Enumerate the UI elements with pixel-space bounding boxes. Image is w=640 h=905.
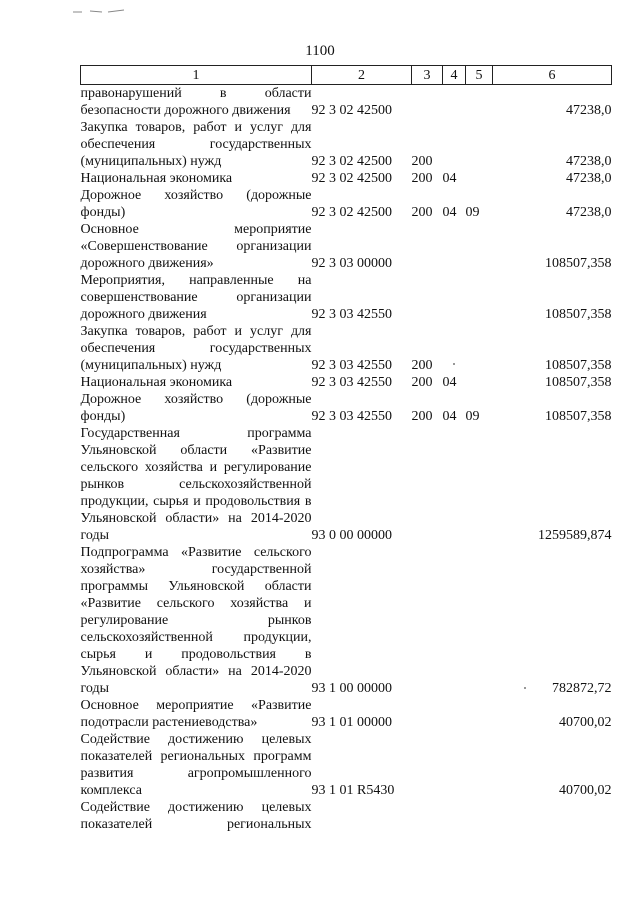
table-row (81, 697, 612, 731)
row-subsection: 09 (465, 205, 480, 220)
row-subsection (466, 374, 493, 391)
scan-speck (524, 687, 526, 689)
row-amount: 108507,358 (545, 409, 612, 424)
table-row (81, 374, 612, 391)
row-name: Закупка товаров, работ и услуг для обеспечения государственных (муниципальных) нужд (80, 120, 312, 169)
row-code (312, 799, 412, 833)
row-section: 04 (442, 171, 457, 186)
table-row (81, 187, 612, 221)
header-col-1: 1 (81, 66, 312, 85)
row-amount: 40700,02 (559, 715, 612, 730)
row-amount: 108507,358 (545, 256, 612, 271)
row-name: правонарушений в области безопасности дорожного движения (80, 86, 312, 118)
row-section (443, 697, 466, 731)
table-row (81, 425, 612, 544)
row-amount: 108507,358 (545, 307, 612, 322)
row-group (412, 731, 443, 799)
row-subsection (466, 272, 493, 323)
row-subsection (466, 85, 493, 120)
row-name: Государственная программа Ульяновской области «Развитие сельского хозяйства и регулирование рынков сельскохозяйственной продукции, сырья и продовольствия в Ульяновской области» на 2014-2020 годы (80, 426, 312, 543)
row-subsection (466, 221, 493, 272)
row-code: 92 3 02 42500 (311, 171, 392, 186)
row-name: Основное мероприятие «Развитие подотрасли растениеводства» (80, 698, 312, 730)
header-col-2: 2 (312, 66, 412, 85)
row-amount: 108507,358 (545, 375, 612, 390)
table-row (81, 391, 612, 425)
row-code: 92 3 03 42550 (311, 409, 392, 424)
budget-table (80, 65, 612, 833)
row-amount: 40700,02 (559, 783, 612, 798)
table-row (81, 544, 612, 697)
row-code: 92 3 02 42500 (311, 154, 392, 169)
row-section (443, 731, 466, 799)
scan-speck (453, 363, 455, 365)
row-group (412, 544, 443, 697)
row-subsection (466, 170, 493, 187)
row-code: 92 3 03 42550 (311, 358, 392, 373)
row-code: 92 3 03 42550 (311, 375, 392, 390)
row-group: 200 (411, 375, 433, 390)
row-group (412, 425, 443, 544)
table-row (81, 119, 612, 170)
row-group: 200 (411, 409, 433, 424)
row-name: Национальная экономика (80, 171, 233, 186)
row-name: Закупка товаров, работ и услуг для обеспечения государственных (муниципальных) нужд (80, 324, 312, 373)
row-section (443, 323, 466, 374)
row-code: 93 1 01 00000 (311, 715, 392, 730)
row-subsection (466, 425, 493, 544)
table-row (81, 731, 612, 799)
row-code: 92 3 02 42500 (311, 103, 392, 118)
row-amount: 47238,0 (566, 154, 612, 169)
row-group: 200 (411, 205, 433, 220)
table-row (81, 85, 612, 120)
row-amount: 47238,0 (566, 205, 612, 220)
row-group (412, 272, 443, 323)
row-amount: 1259589,874 (538, 528, 612, 543)
header-col-6: 6 (493, 66, 612, 85)
table-body (81, 85, 612, 834)
row-section (443, 221, 466, 272)
row-subsection (466, 799, 493, 833)
row-group: 200 (411, 154, 433, 169)
header-col-3: 3 (412, 66, 443, 85)
table-row (81, 221, 612, 272)
row-subsection: 09 (465, 409, 480, 424)
row-amount (493, 799, 612, 833)
row-group (412, 221, 443, 272)
row-code: 93 0 00 00000 (311, 528, 392, 543)
row-section (443, 85, 466, 120)
table-row (81, 272, 612, 323)
row-subsection (466, 323, 493, 374)
row-group (412, 799, 443, 833)
scan-artifact-mark (72, 9, 127, 15)
row-amount: 108507,358 (545, 358, 612, 373)
row-code: 92 3 02 42500 (311, 205, 392, 220)
row-group (412, 85, 443, 120)
row-subsection (466, 697, 493, 731)
row-name: Мероприятия, направленные на совершенствование организации дорожного движения (80, 273, 312, 322)
row-code: 93 1 01 R5430 (311, 783, 395, 798)
row-amount: 47238,0 (566, 103, 612, 118)
row-name: Национальная экономика (80, 375, 233, 390)
row-subsection (466, 731, 493, 799)
table-row (81, 323, 612, 374)
row-section (443, 425, 466, 544)
row-name: Содействие достижению целевых показателей региональных (80, 800, 312, 832)
row-section: 04 (442, 375, 457, 390)
row-section: 04 (442, 205, 457, 220)
header-col-4: 4 (443, 66, 466, 85)
row-group: 200 (411, 358, 433, 373)
table-header (81, 66, 612, 85)
row-amount: 782872,72 (552, 681, 612, 696)
row-code: 92 3 03 42550 (311, 307, 392, 322)
row-subsection (466, 544, 493, 697)
row-code: 93 1 00 00000 (311, 681, 392, 696)
row-group (412, 697, 443, 731)
row-name: Подпрограмма «Развитие сельского хозяйства» государственной программы Ульяновской области «Развитие сельского хозяйства и регулирование рынков сельскохозяйственной продукции, сырья и продовольствия в Ульяновской области» на 2014-2020 годы (80, 545, 312, 696)
row-section (443, 544, 466, 697)
row-section: 04 (442, 409, 457, 424)
row-section (443, 799, 466, 833)
row-name: Дорожное хозяйство (дорожные фонды) (80, 392, 312, 424)
row-name: Основное мероприятие «Совершенствование организации дорожного движения» (80, 222, 312, 271)
table-row (81, 170, 612, 187)
row-name: Дорожное хозяйство (дорожные фонды) (80, 188, 312, 220)
header-col-5: 5 (466, 66, 493, 85)
page-number: 1100 (305, 43, 335, 59)
row-section (443, 119, 466, 170)
row-section (443, 272, 466, 323)
row-code: 92 3 03 00000 (311, 256, 392, 271)
row-amount: 47238,0 (566, 171, 612, 186)
row-group: 200 (411, 171, 433, 186)
row-subsection (466, 119, 493, 170)
table-row (81, 799, 612, 833)
row-name: Содействие достижению целевых показателей региональных программ развития агропромышленного комплекса (80, 732, 312, 798)
